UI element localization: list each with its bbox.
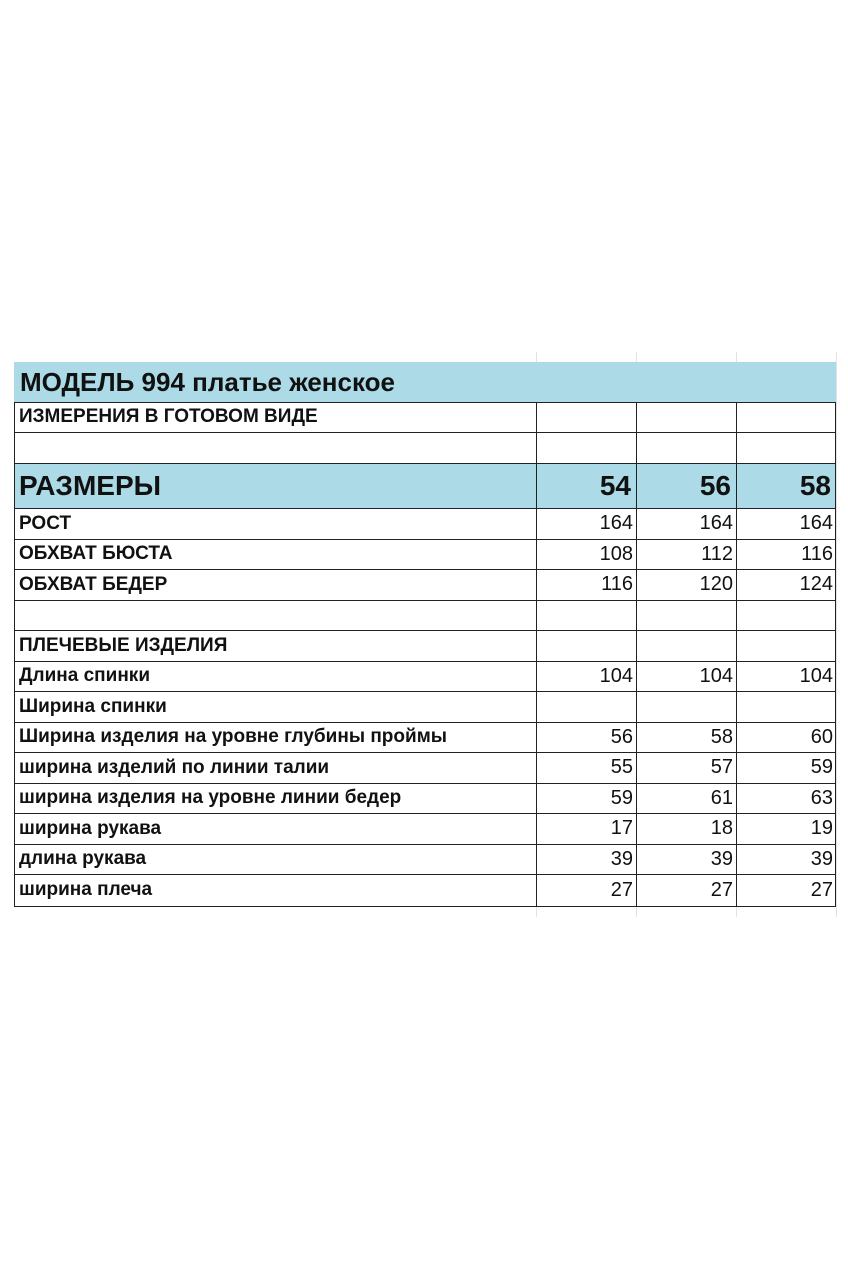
empty-cell	[736, 433, 836, 463]
row-label: Ширина спинки	[19, 695, 167, 717]
row-label: ОБХВАТ БЮСТА	[19, 543, 173, 565]
row-label: ПЛЕЧЕВЫЕ ИЗДЕЛИЯ	[19, 634, 228, 656]
row-label: ширина плеча	[19, 879, 153, 901]
value-cell-size-54: 27	[536, 875, 636, 906]
value-cell-size-56	[636, 601, 736, 631]
value-cell-size-56: 27	[636, 875, 736, 906]
row-label	[14, 601, 536, 631]
value-cell-size-54: 104	[536, 662, 636, 692]
subtitle: ИЗМЕРЕНИЯ В ГОТОВОМ ВИДЕ	[19, 406, 318, 427]
value-cell-size-58: 116	[736, 540, 836, 570]
size-58: 58	[736, 464, 836, 508]
value-cell-size-56: 18	[636, 814, 736, 844]
table-row	[14, 509, 836, 540]
table-row	[14, 662, 836, 693]
gridline	[836, 352, 837, 917]
value-cell-size-58: 19	[736, 814, 836, 844]
value-cell-size-54: 108	[536, 540, 636, 570]
table-row	[14, 845, 836, 876]
row-label: длина рукава	[19, 848, 147, 870]
table-row	[14, 784, 836, 815]
value-cell-size-56: 61	[636, 784, 736, 814]
value-cell-size-54	[536, 631, 636, 661]
empty-cell	[636, 402, 736, 432]
value-cell-size-58	[736, 601, 836, 631]
table-row	[14, 601, 836, 632]
empty-row	[14, 433, 836, 464]
value-cell-size-58: 60	[736, 723, 836, 753]
row-label: Длина спинки	[19, 665, 150, 687]
empty-cell	[536, 402, 636, 432]
value-cell-size-54: 59	[536, 784, 636, 814]
value-cell-size-58	[736, 692, 836, 722]
value-cell-size-58	[736, 631, 836, 661]
value-cell-size-56: 164	[636, 509, 736, 539]
value-cell-size-54	[536, 692, 636, 722]
value-cell-size-54	[536, 601, 636, 631]
title-row	[14, 362, 836, 402]
value-cell-size-58: 39	[736, 845, 836, 875]
value-cell-size-56: 57	[636, 753, 736, 783]
value-cell-size-54: 56	[536, 723, 636, 753]
row-label: РОСТ	[19, 512, 72, 534]
table-row	[14, 875, 836, 906]
size-56: 56	[636, 464, 736, 508]
table-row	[14, 723, 836, 754]
value-cell-size-56: 112	[636, 540, 736, 570]
value-cell-size-56: 58	[636, 723, 736, 753]
table-row	[14, 540, 836, 571]
empty-cell	[736, 402, 836, 432]
value-cell-size-54: 17	[536, 814, 636, 844]
row-label: ОБХВАТ БЕДЕР	[19, 573, 168, 595]
value-cell-size-56	[636, 692, 736, 722]
value-cell-size-56: 39	[636, 845, 736, 875]
row-label: ширина рукава	[19, 817, 162, 839]
value-cell-size-58: 124	[736, 570, 836, 600]
sizes-header-row	[14, 464, 836, 509]
value-cell-size-58: 27	[736, 875, 836, 906]
row-label: Ширина изделия на уровне глубины проймы	[19, 726, 447, 748]
sizes-label: РАЗМЕРЫ	[19, 470, 162, 501]
empty-cell	[14, 433, 536, 463]
value-cell-size-54: 39	[536, 845, 636, 875]
value-cell-size-58: 59	[736, 753, 836, 783]
spreadsheet	[0, 352, 848, 917]
value-cell-size-54: 116	[536, 570, 636, 600]
page-title: МОДЕЛЬ 994 платье женское	[20, 366, 395, 397]
table-row	[14, 814, 836, 845]
value-cell-size-58: 63	[736, 784, 836, 814]
row-label: ширина изделий по линии талии	[19, 756, 330, 778]
size-54: 54	[536, 464, 636, 508]
subtitle-row	[14, 402, 836, 433]
table-row	[14, 570, 836, 601]
empty-cell	[636, 433, 736, 463]
value-cell-size-56: 104	[636, 662, 736, 692]
value-cell-size-58: 164	[736, 509, 836, 539]
row-label: ширина изделия на уровне линии бедер	[19, 787, 402, 809]
table-row	[14, 631, 836, 662]
value-cell-size-54: 55	[536, 753, 636, 783]
value-cell-size-58: 104	[736, 662, 836, 692]
value-cell-size-56: 120	[636, 570, 736, 600]
table-row	[14, 753, 836, 784]
value-cell-size-54: 164	[536, 509, 636, 539]
table-row	[14, 692, 836, 723]
value-cell-size-56	[636, 631, 736, 661]
empty-cell	[536, 433, 636, 463]
